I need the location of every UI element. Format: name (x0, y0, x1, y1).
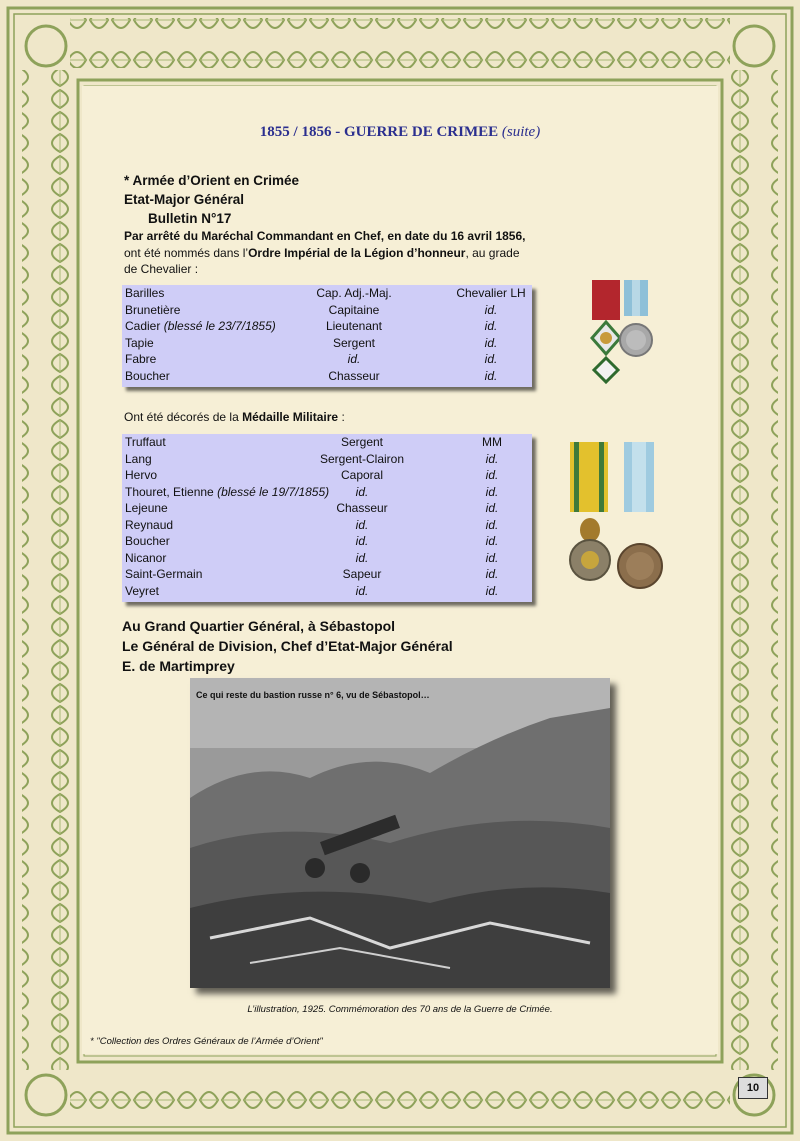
cell-award: id. (485, 583, 499, 598)
soldier-name: Thouret, Etienne (125, 484, 214, 499)
cell-rank: Capitaine (328, 302, 380, 317)
soldier-name: Lang (125, 451, 152, 466)
table-row (122, 451, 532, 468)
signature-line-3: E. de Martimprey (122, 658, 235, 674)
cell-rank: Sergent-Clairon (319, 451, 405, 466)
soldier-name: Boucher (125, 534, 170, 548)
cell-rank: Sapeur (342, 567, 382, 581)
title-sub: (suite) (501, 124, 541, 140)
soldier-name: Truffaut (125, 435, 166, 449)
page-number: 10 (738, 1077, 768, 1099)
soldier-name: Fabre (125, 352, 157, 366)
table-row (122, 566, 532, 583)
table-row (122, 302, 532, 319)
heading-bulletin: Bulletin N°17 (148, 211, 232, 226)
title-main: 1855 / 1856 - GUERRE DE CRIMEE (259, 124, 499, 140)
table-row (122, 533, 532, 550)
heading-staff: Etat-Major Général (124, 192, 245, 207)
cell-rank: id. (355, 550, 369, 565)
bastion-photo-image (190, 678, 610, 988)
legion-honneur-table (122, 285, 532, 387)
cell-award: id. (485, 517, 499, 532)
cell-name (125, 566, 202, 583)
soldier-name: Brunetière (125, 302, 181, 317)
heading-army: * Armée d’Orient en Crimée (124, 173, 300, 188)
intro-order: Ordre Impérial de la Légion d’honneur (248, 245, 466, 260)
table-row (122, 351, 532, 368)
cell-award: id. (485, 567, 499, 581)
medaille-bold: Médaille Militaire (242, 410, 339, 424)
cell-rank: Lieutenant (325, 319, 383, 333)
soldier-name: Tapie (125, 335, 154, 350)
cell-name (125, 467, 157, 484)
cell-rank: id. (355, 484, 369, 499)
cell-name (125, 583, 159, 600)
medaille-militaire-medals (566, 440, 672, 596)
cell-name (125, 285, 164, 302)
table-row (122, 335, 532, 352)
cell-award: id. (485, 501, 499, 515)
bastion-photo (190, 678, 610, 988)
soldier-name: Saint-Germain (125, 567, 203, 581)
cell-name (125, 451, 152, 468)
table-row (122, 484, 532, 501)
soldier-name: Hervo (125, 468, 158, 482)
cell-award: id. (484, 302, 498, 317)
intro-post: , au grade (465, 245, 520, 260)
table-row (122, 550, 532, 567)
table-row (122, 500, 532, 517)
medaille-militaire-table (122, 434, 532, 602)
soldier-name: Nicanor (125, 550, 167, 565)
cell-award: id. (485, 468, 499, 482)
cell-award: id. (484, 335, 498, 350)
soldier-note: (blessé le 19/7/1855) (217, 484, 330, 499)
intro-line-2 (124, 245, 544, 262)
table-row (122, 583, 532, 600)
cell-name (125, 517, 173, 534)
cell-name (125, 434, 166, 451)
soldier-name: Lejeune (125, 501, 168, 515)
cell-award: id. (484, 352, 498, 366)
medaille-intro (124, 410, 345, 424)
cell-name (125, 335, 154, 352)
cell-rank: id. (355, 583, 369, 598)
photo-caption: Ce qui reste du bastion russe n° 6, vu de Sébastopol… (196, 690, 430, 700)
cell-rank: Cap. Adj.-Maj. (316, 286, 392, 300)
cell-name (125, 318, 276, 335)
cell-award: id. (484, 319, 498, 333)
soldier-note: (blessé le 23/7/1855) (163, 319, 276, 333)
soldier-name: Barilles (125, 286, 165, 300)
table-row (122, 285, 532, 302)
cell-rank: id. (355, 517, 369, 532)
cell-award: id. (485, 534, 499, 548)
cell-award: id. (485, 550, 499, 565)
cell-name (125, 302, 180, 319)
cell-rank: Caporal (340, 468, 384, 482)
cell-rank: Chasseur (336, 501, 388, 515)
photo-credit: L’illustration, 1925. Commémoration des 70 ans de la Guerre de Crimée. (247, 1004, 553, 1015)
cell-award: id. (485, 484, 499, 499)
medaille-pre: Ont été décorés de la (124, 410, 243, 424)
cell-rank: id. (355, 534, 369, 548)
cell-award: id. (485, 451, 499, 466)
signature-line-2: Le Général de Division, Chef d’Etat-Major Général (122, 638, 453, 654)
table-row (122, 368, 532, 385)
cell-rank: Chasseur (328, 368, 380, 383)
cell-name (125, 484, 329, 501)
cell-rank: Sergent (332, 335, 376, 350)
soldier-name: Veyret (125, 583, 160, 598)
cell-rank: Sergent (340, 435, 384, 449)
cell-name (125, 368, 170, 385)
soldier-name: Reynaud (125, 517, 174, 532)
cell-name (125, 351, 156, 368)
table-row (122, 434, 532, 451)
table-row (122, 517, 532, 534)
page-title (0, 124, 800, 141)
cell-name (125, 550, 166, 567)
intro-paragraph (124, 228, 544, 278)
soldier-name: Cadier (125, 319, 161, 333)
legion-honneur-medals (586, 278, 666, 390)
intro-line-3: de Chevalier : (124, 262, 199, 276)
footnote: * "Collection des Ordres Généraux de l’Armée d’Orient" (90, 1036, 323, 1047)
cell-award: id. (484, 368, 498, 383)
intro-line-1: Par arrêté du Maréchal Commandant en Chef, en date du 16 avril 1856, (124, 229, 526, 243)
cell-award: Chevalier LH (456, 286, 526, 300)
intro-pre: ont été nommés dans l’ (124, 245, 249, 260)
medaille-post: : (338, 410, 345, 424)
soldier-name: Boucher (125, 368, 170, 383)
cell-name (125, 500, 168, 517)
signature-line-1: Au Grand Quartier Général, à Sébastopol (122, 618, 396, 634)
signature-block (122, 616, 453, 676)
cell-name (125, 533, 170, 550)
table-row (122, 467, 532, 484)
cell-rank: id. (347, 352, 361, 366)
cell-award: MM (482, 435, 502, 449)
table-row (122, 318, 532, 335)
